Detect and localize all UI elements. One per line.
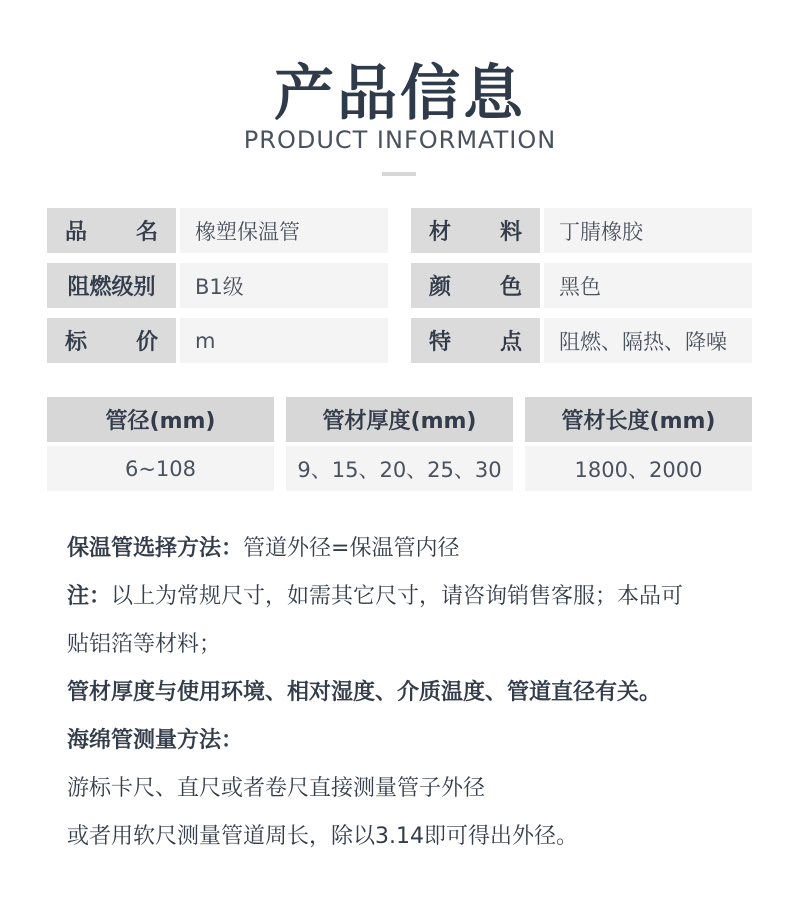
info-row bbox=[47, 208, 752, 253]
spec-thickness-header: 管材厚度(mm) bbox=[286, 397, 513, 442]
fire-rating-label: 阻燃级别 bbox=[47, 263, 176, 308]
color-value: 黑色 bbox=[544, 263, 752, 308]
price-label: 标 价 bbox=[47, 318, 176, 363]
spec-thickness-value: 9、15、20、25、30 bbox=[286, 446, 513, 491]
page-subtitle: PRODUCT INFORMATION bbox=[243, 126, 557, 154]
method-line bbox=[67, 531, 459, 562]
measure-label: 海绵管测量方法： bbox=[67, 728, 244, 753]
material-value: 丁腈橡胶 bbox=[544, 208, 752, 253]
name-value: 橡塑保温管 bbox=[180, 208, 388, 253]
fire-rating-value: B1级 bbox=[180, 263, 388, 308]
note-line-continued: 贴铝箔等材料； bbox=[67, 632, 222, 657]
feature-value: 阻燃、隔热、降噪 bbox=[544, 318, 752, 363]
spec-diameter bbox=[47, 397, 274, 491]
spec-length-header: 管材长度(mm) bbox=[525, 397, 752, 442]
measure-text-2: 或者用软尺测量管道周长，除以3.14即可得出外径。 bbox=[67, 824, 578, 849]
info-row bbox=[47, 263, 752, 308]
spec-diameter-value: 6~108 bbox=[47, 446, 274, 491]
title-divider bbox=[382, 172, 416, 176]
method-label: 保温管选择方法： bbox=[67, 536, 244, 561]
spec-length-value: 1800、2000 bbox=[525, 446, 752, 491]
spec-diameter-header: 管径(mm) bbox=[47, 397, 274, 442]
page-title: 产品信息 bbox=[274, 59, 526, 129]
material-label: 材 料 bbox=[411, 208, 540, 253]
note-line bbox=[67, 579, 683, 610]
measure-text-1: 游标卡尺、直尺或者卷尺直接测量管子外径 bbox=[67, 776, 486, 801]
spec-thickness bbox=[286, 397, 513, 491]
note-text: 以上为常规尺寸，如需其它尺寸，请咨询销售客服；本品可 bbox=[111, 584, 684, 609]
note-label: 注： bbox=[67, 584, 112, 609]
price-value: m bbox=[180, 318, 388, 363]
method-text: 管道外径=保温管内径 bbox=[243, 536, 460, 561]
feature-label: 特 点 bbox=[411, 318, 540, 363]
info-row bbox=[47, 318, 752, 363]
name-label: 品 名 bbox=[47, 208, 176, 253]
spec-length bbox=[525, 397, 752, 491]
color-label: 颜 色 bbox=[411, 263, 540, 308]
thickness-note: 管材厚度与使用环境、相对湿度、介质温度、管道直径有关。 bbox=[67, 680, 662, 705]
